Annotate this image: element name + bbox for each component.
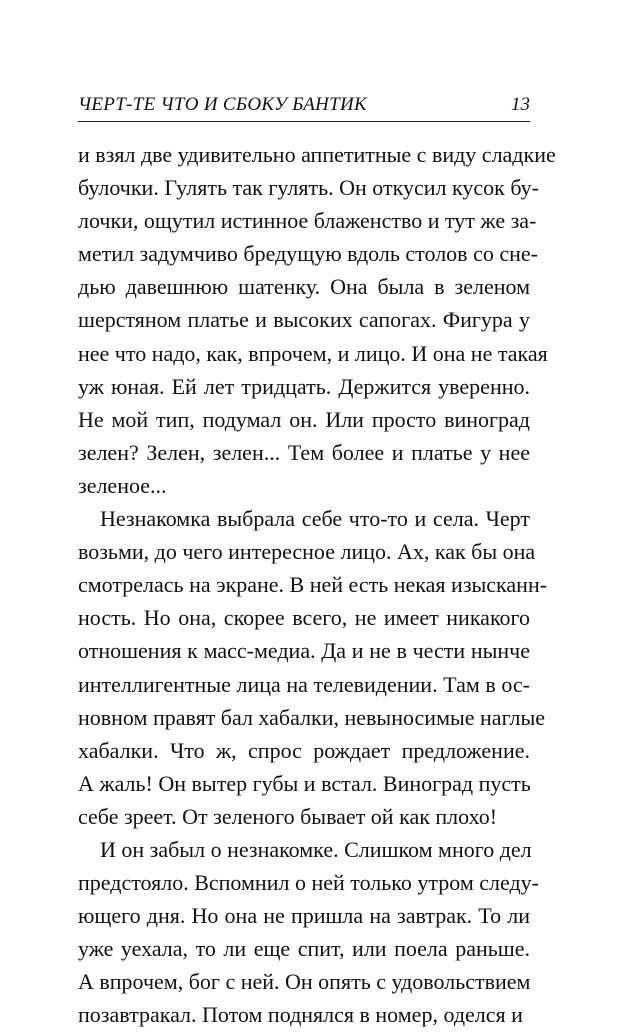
text-line: зеленое... [78, 472, 167, 498]
text-line: Незнакомка выбрала себе что-то и села. Черт [100, 506, 530, 532]
paragraph [78, 138, 556, 502]
text-line: отношения к масс-медиа. Да и не в чести нынче [78, 638, 530, 664]
text-line: нее что надо, как, впрочем, и лицо. И она не такая [78, 340, 548, 366]
paragraph [78, 502, 548, 833]
paragraph [78, 833, 540, 1032]
text-line: возьми, до чего интересное лицо. Ах, как бы она [78, 539, 536, 565]
text-line: дью давешнюю шатенку. Она была в зеленом [78, 274, 530, 300]
text-line: А жаль! Он вытер губы и встал. Виноград пусть [78, 770, 531, 796]
running-title: ЧЕРТ-ТЕ ЧТО И СБОКУ БАНТИК [78, 94, 367, 115]
text-line: и взял две удивительно аппетитные с виду сладкие [78, 142, 556, 167]
text-line: интеллигентные лица на телевидении. Там в ос- [78, 671, 530, 697]
text-line: зелен? Зелен, зелен... Тем более и платье у нее [78, 439, 530, 465]
text-line: ность. Но она, скорее всего, не имеет никакого [78, 605, 530, 631]
text-line: себе зреет. От зеленого бывает ой как плохо! [78, 803, 498, 829]
text-line: предстояло. Вспомнил о ней только утром следу- [78, 870, 540, 896]
text-line: булочки. Гулять так гулять. Он откусил кусок бу- [78, 175, 540, 201]
text-line: лочки, ощутил истинное блаженство и тут же за- [78, 208, 537, 234]
text-line: метил задумчиво бредущую вдоль столов со сне- [78, 241, 538, 267]
text-line: смотрелась на экране. В ней есть некая изысканн- [78, 572, 548, 598]
text-line: позавтракал. Потом поднялся в номер, оделся и [78, 1002, 523, 1028]
text-line: хабалки. Что ж, спрос рождает предложение. [78, 737, 530, 763]
text-line: новном правят бал хабалки, невыносимые наглые [78, 704, 546, 730]
text-line: А впрочем, бог с ней. Он опять с удовольствием [78, 969, 531, 995]
text-line: уже уехала, то ли еще спит, или поела раньше. [78, 936, 530, 962]
running-head [78, 94, 530, 120]
header-rule [78, 121, 530, 122]
text-line: уж юная. Ей лет тридцать. Держится уверенно. [78, 373, 530, 399]
page-number: 13 [511, 94, 530, 115]
body-text [78, 138, 556, 1032]
text-line: Не мой тип, подумал он. Или просто виноград [78, 406, 530, 432]
text-line: шерстяном платье и высоких сапогах. Фигура у [78, 307, 530, 333]
text-line: И он забыл о незнакомке. Слишком много дел [100, 836, 532, 862]
text-line: ющего дня. Но она не пришла на завтрак. То ли [78, 903, 530, 929]
